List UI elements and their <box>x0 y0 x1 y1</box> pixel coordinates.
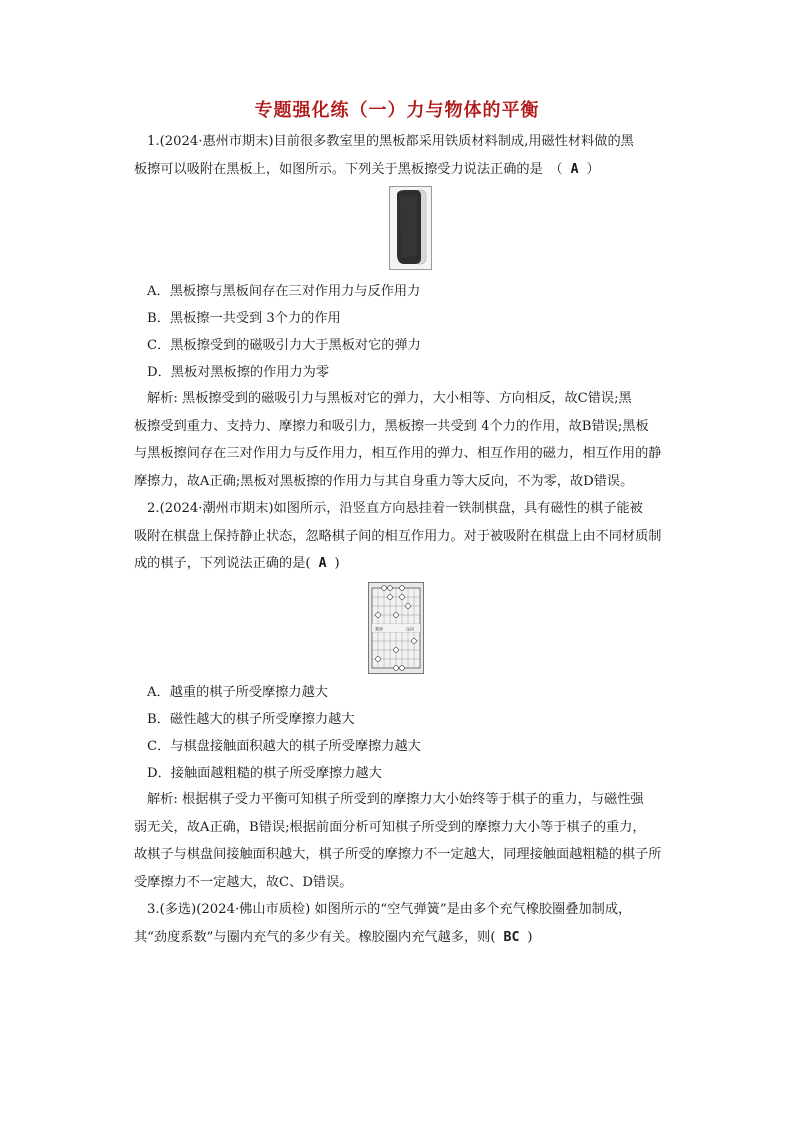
question-1-line-1: 1.(2024·惠州市期末)目前很多教室里的黑板都采用铁质材料制成,用磁性材料做的黑 <box>147 134 634 149</box>
question-2-line-3-text: 成的棋子，下列说法正确的是( <box>134 556 311 571</box>
question-2-analysis <box>134 786 677 896</box>
question-2-option-d: D．接触面越粗糙的棋子所受摩擦力越大 <box>147 766 382 781</box>
analysis-1-line-4: 摩擦力，故A正确;黑板对黑板擦的作用力与其自身重力等大反向，不为零，故D错误。 <box>134 473 634 489</box>
board-river-right: 汉河 <box>406 626 414 632</box>
question-1-stem <box>134 128 677 183</box>
analysis-2-line-1: 解析: 根据棋子受力平衡可知棋子所受到的摩擦力大小始终等于棋子的重力，与磁性强 <box>147 792 644 807</box>
question-3-line-2-end: ) <box>527 929 533 945</box>
question-2-line-1: 2.(2024·潮州市期末)如图所示，沿竖直方向悬挂着一铁制棋盘，具有磁性的棋子能被 <box>147 501 643 516</box>
blackboard-eraser-figure <box>389 186 432 270</box>
question-1-line-2 <box>134 156 677 184</box>
question-2-line-3-end: ) <box>334 556 340 571</box>
question-3-line-1: 3.(多选)(2024·佛山市质检) 如图所示的“空气弹簧”是由多个充气橡胶圈叠加制成， <box>147 902 632 917</box>
question-3-answer: BC <box>503 929 520 945</box>
page-title: 专题强化练（一）力与物体的平衡 <box>254 100 540 121</box>
analysis-1-line-1: 解析: 黑板擦受到的磁吸引力与黑板对它的弹力，大小相等、方向相反，故C错误;黑 <box>147 391 632 406</box>
question-1-analysis <box>134 385 677 495</box>
question-2-stem <box>134 495 677 578</box>
question-3-stem <box>134 896 677 951</box>
analysis-2-line-3: 故棋子与棋盘间接触面积越大，棋子所受的摩擦力不一定越大，同理接触面越粗糙的棋子所 <box>134 847 662 862</box>
question-2-line-2: 吸附在棋盘上保持静止状态，忽略棋子间的相互作用力。对于被吸附在棋盘上由不同材质制 <box>134 528 662 544</box>
question-1-line-2-end: ） <box>586 161 600 177</box>
analysis-2-line-4: 受摩擦力不一定越大，故C、D错误。 <box>134 874 353 890</box>
question-2-option-b: B．磁性越大的棋子所受摩擦力越大 <box>147 712 355 727</box>
board-river-left: 楚界 <box>375 626 383 632</box>
question-1-option-c: C．黑板擦受到的磁吸引力大于黑板对它的弹力 <box>147 338 421 353</box>
question-1-option-d: D．黑板对黑板擦的作用力为零 <box>147 365 330 380</box>
analysis-1-line-3: 与黑板擦间存在三对作用力与反作用力，相互作用的弹力、相互作用的磁力，相互作用的静 <box>134 446 662 461</box>
analysis-2-line-2: 弱无关，故A正确，B错误;根据前面分析可知棋子所受到的摩擦力大小等于棋子的重力， <box>134 819 646 835</box>
question-1-line-2-text: 板擦可以吸附在黑板上，如图所示。下列关于黑板擦受力说法正确的是 （ <box>134 161 563 177</box>
question-1-answer: A <box>570 161 579 177</box>
analysis-1-line-2: 板擦受到重力、支持力、摩擦力和吸引力，黑板擦一共受到 4个力的作用，故B错误;黑板 <box>134 418 649 434</box>
question-2-option-a: A．越重的棋子所受摩擦力越大 <box>147 685 328 700</box>
question-3-line-2-text: 其“劲度系数”与圈内充气的多少有关。橡胶圈内充气越多，则( <box>134 929 496 945</box>
question-2-option-c: C．与棋盘接触面积越大的棋子所受摩擦力越大 <box>147 739 421 754</box>
question-3-line-2 <box>134 924 677 952</box>
question-1-option-b: B．黑板擦一共受到 3个力的作用 <box>147 311 341 326</box>
question-1-option-a: A．黑板擦与黑板间存在三对作用力与反作用力 <box>147 284 421 299</box>
question-2-line-3 <box>134 550 677 578</box>
question-2-answer: A <box>318 556 327 571</box>
chessboard-figure <box>368 582 424 674</box>
